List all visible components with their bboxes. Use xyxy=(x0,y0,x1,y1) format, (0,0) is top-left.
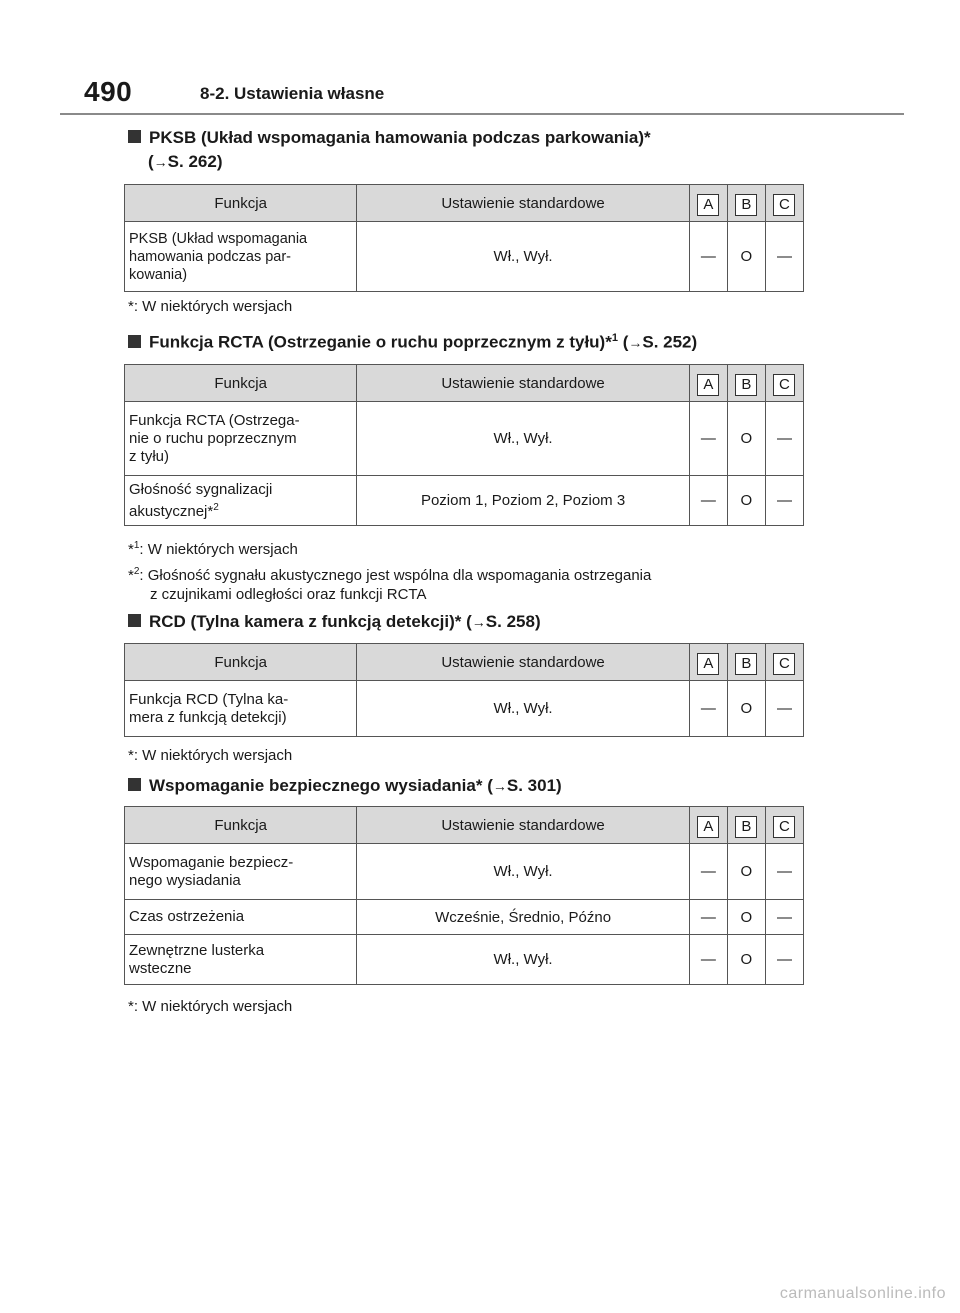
table-row xyxy=(125,402,804,476)
footnote: *: W niektórych wersjach xyxy=(128,998,293,1015)
mark-b: O xyxy=(727,681,765,737)
col-header-c xyxy=(765,644,803,681)
table-row xyxy=(125,681,804,737)
settings-table-rcd xyxy=(124,643,804,737)
mark-a: — xyxy=(689,935,727,985)
settings-table-safe-exit xyxy=(124,806,804,985)
page-header xyxy=(84,72,904,112)
section-heading-pksb: PKSB (Układ wspomagania hamowania podczas parkowania)* (→S. 262) xyxy=(128,126,651,174)
settings-table-pksb xyxy=(124,184,804,292)
square-bullet-icon xyxy=(128,130,141,143)
mark-b: O xyxy=(727,935,765,985)
function-cell: Czas ostrzeżenia xyxy=(125,900,357,935)
page-number: 490 xyxy=(84,76,133,107)
standard-cell: Wcześnie, Średnio, Późno xyxy=(357,900,689,935)
mark-c: — xyxy=(765,476,803,526)
mark-c: — xyxy=(765,222,803,292)
footnote: *: W niektórych wersjach xyxy=(128,747,293,764)
arrow-right-icon: → xyxy=(628,334,643,351)
b-label-box: B xyxy=(735,194,757,216)
col-header-standard: Ustawienie standardowe xyxy=(357,185,689,222)
section-heading-rcta: Funkcja RCTA (Ostrzeganie o ruchu poprzecznym z tyłu)*$^1$ (→S. 252) xyxy=(128,326,697,355)
function-cell: Wspomaganie bezpiecz- nego wysiadania xyxy=(125,844,357,900)
page-ref-link[interactable]: S. 262) xyxy=(167,152,223,171)
footnote-1: *$^1$: W niektórych wersjach xyxy=(128,540,298,558)
mark-a: — xyxy=(689,681,727,737)
table-header-row xyxy=(125,185,804,222)
square-bullet-icon xyxy=(128,778,141,791)
col-header-a xyxy=(689,644,727,681)
table-row xyxy=(125,476,804,526)
col-header-b xyxy=(727,365,765,402)
standard-cell: Wł., Wył. xyxy=(357,844,689,900)
section-label: 8-2. Ustawienia własne xyxy=(200,84,385,103)
b-label-box: B xyxy=(735,653,757,675)
col-header-b xyxy=(727,807,765,844)
settings-table-rcta xyxy=(124,364,804,526)
c-label-box: C xyxy=(773,194,795,216)
b-label-box: B xyxy=(735,816,757,838)
function-cell: Zewnętrzne lusterka wsteczne xyxy=(125,935,357,985)
function-cell: Głośność sygnalizacji akustycznej*$^2$ xyxy=(125,476,357,526)
square-bullet-icon xyxy=(128,614,141,627)
mark-c: — xyxy=(765,681,803,737)
col-header-a xyxy=(689,185,727,222)
header-rule xyxy=(60,113,904,115)
page-ref-link[interactable]: S. 258) xyxy=(485,612,541,631)
table-header-row xyxy=(125,807,804,844)
watermark: carmanualsonline.info xyxy=(779,1285,946,1302)
mark-a: — xyxy=(689,222,727,292)
mark-c: — xyxy=(765,844,803,900)
footnote-2: *$^2$: Głośność sygnału akustycznego jest wspólna dla wspomagania ostrzegania z czujnikami odległości oraz funkcji RCTA xyxy=(128,566,652,603)
mark-c: — xyxy=(765,900,803,935)
col-header-c xyxy=(765,365,803,402)
col-header-a xyxy=(689,807,727,844)
mark-a: — xyxy=(689,402,727,476)
mark-a: — xyxy=(689,900,727,935)
col-header-c xyxy=(765,185,803,222)
standard-cell: Wł., Wył. xyxy=(357,402,689,476)
b-label-box: B xyxy=(735,374,757,396)
table-row xyxy=(125,900,804,935)
col-header-function: Funkcja xyxy=(125,185,357,222)
col-header-function: Funkcja xyxy=(125,644,357,681)
col-header-c xyxy=(765,807,803,844)
col-header-b xyxy=(727,185,765,222)
arrow-right-icon: → xyxy=(492,778,507,794)
standard-cell: Wł., Wył. xyxy=(357,935,689,985)
c-label-box: C xyxy=(773,816,795,838)
col-header-standard: Ustawienie standardowe xyxy=(357,807,689,844)
col-header-b xyxy=(727,644,765,681)
col-header-standard: Ustawienie standardowe xyxy=(357,365,689,402)
table-header-row xyxy=(125,644,804,681)
mark-c: — xyxy=(765,935,803,985)
table-row xyxy=(125,935,804,985)
mark-b: O xyxy=(727,222,765,292)
page-ref-link[interactable]: S. 252) xyxy=(642,332,698,352)
col-header-function: Funkcja xyxy=(125,365,357,402)
function-cell: Funkcja RCTA (Ostrzega- nie o ruchu poprzecznym z tyłu) xyxy=(125,402,357,476)
arrow-right-icon: → xyxy=(471,614,486,630)
table-header-row xyxy=(125,365,804,402)
table-row xyxy=(125,222,804,292)
mark-b: O xyxy=(727,900,765,935)
mark-a: — xyxy=(689,476,727,526)
mark-b: O xyxy=(727,844,765,900)
a-label-box: A xyxy=(697,816,719,838)
mark-b: O xyxy=(727,476,765,526)
a-label-box: A xyxy=(697,653,719,675)
standard-cell: Wł., Wył. xyxy=(357,222,689,292)
standard-cell: Wł., Wył. xyxy=(357,681,689,737)
section-heading-safe-exit: Wspomaganie bezpiecznego wysiadania* (→S. 301) xyxy=(128,774,562,798)
col-header-a xyxy=(689,365,727,402)
arrow-right-icon: → xyxy=(153,154,168,170)
col-header-standard: Ustawienie standardowe xyxy=(357,644,689,681)
function-cell: PKSB (Układ wspomagania hamowania podczas par- kowania) xyxy=(125,222,357,292)
mark-c: — xyxy=(765,402,803,476)
page-ref-link[interactable]: S. 301) xyxy=(506,776,562,795)
table-row xyxy=(125,844,804,900)
mark-b: O xyxy=(727,402,765,476)
a-label-box: A xyxy=(697,374,719,396)
c-label-box: C xyxy=(773,653,795,675)
footnote: *: W niektórych wersjach xyxy=(128,298,293,315)
c-label-box: C xyxy=(773,374,795,396)
square-bullet-icon xyxy=(128,335,141,348)
a-label-box: A xyxy=(697,194,719,216)
mark-a: — xyxy=(689,844,727,900)
col-header-function: Funkcja xyxy=(125,807,357,844)
standard-cell: Poziom 1, Poziom 2, Poziom 3 xyxy=(357,476,689,526)
function-cell: Funkcja RCD (Tylna ka- mera z funkcją detekcji) xyxy=(125,681,357,737)
section-heading-rcd: RCD (Tylna kamera z funkcją detekcji)* (→S. 258) xyxy=(128,610,541,634)
